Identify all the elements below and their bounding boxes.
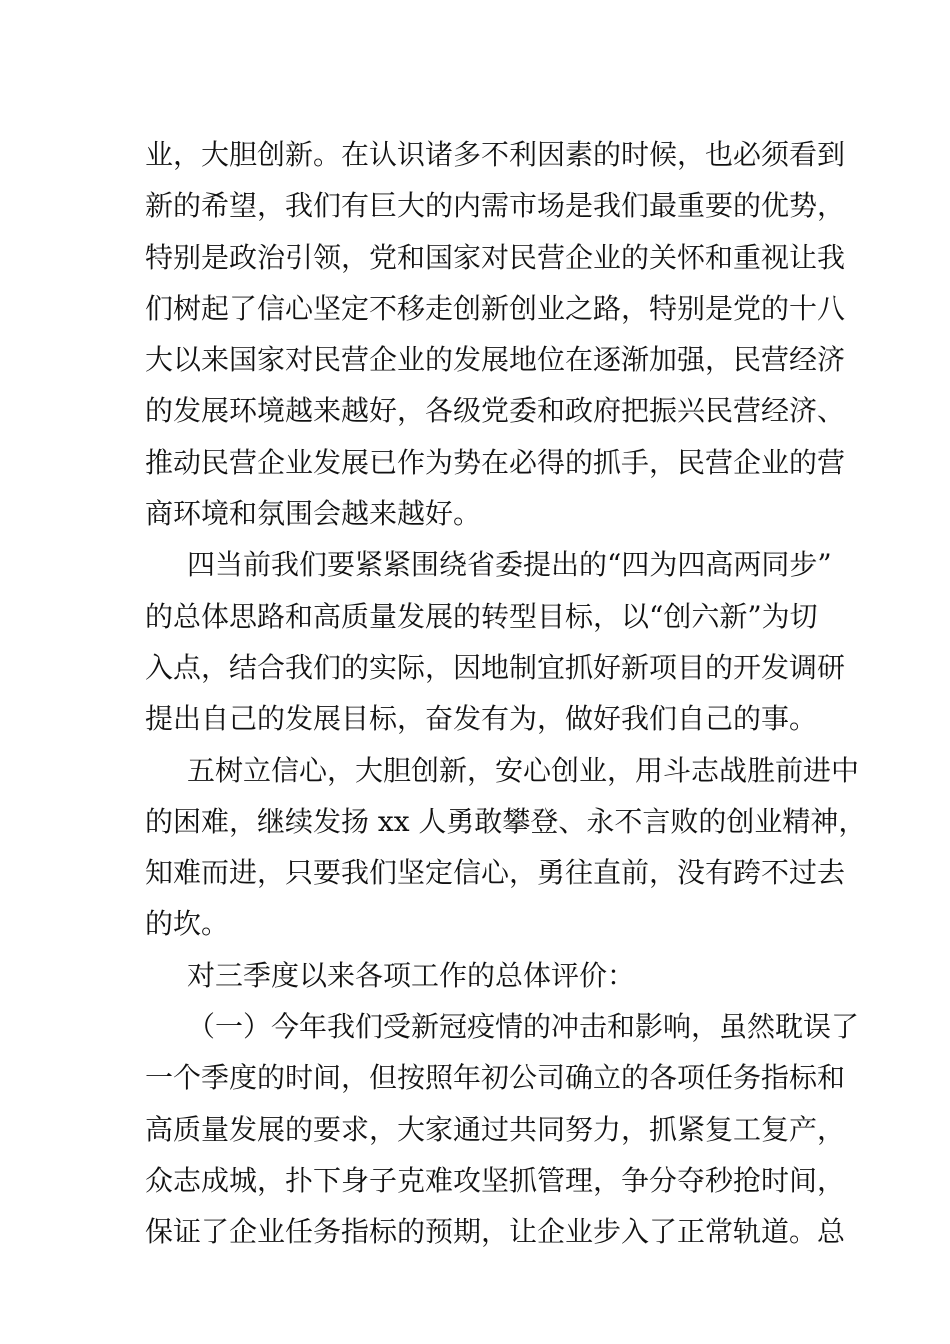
text-line: 推动民营企业发展已作为势在必得的抓手，民营企业的营 <box>145 445 846 479</box>
text-line: 对三季度以来各项工作的总体评价： <box>187 958 636 992</box>
text-line: 提出自己的发展目标，奋发有为，做好我们自己的事。 <box>145 702 818 736</box>
paragraph <box>145 950 810 1001</box>
text-line: 知难而进，只要我们坚定信心，勇往直前，没有跨不过去 <box>145 856 846 890</box>
text-line: 大以来国家对民营企业的发展地位在逐渐加强，民营经济 <box>145 343 846 377</box>
text-line: 五树立信心，大胆创新，安心创业，用斗志战胜前进中 <box>187 753 860 787</box>
text-line: （一）今年我们受新冠疫情的冲击和影响，虽然耽误了 <box>187 1010 860 1044</box>
text-line: 四当前我们要紧紧围绕省委提出的“四为四高两同步” <box>187 548 832 582</box>
text-line: 保证了企业任务指标的预期，让企业步入了正常轨道。总 <box>145 1215 846 1249</box>
text-line: 商环境和氛围会越来越好。 <box>145 497 482 531</box>
text-line: 一个季度的时间，但按照年初公司确立的各项任务指标和 <box>145 1061 846 1095</box>
text-line: 业，大胆创新。在认识诸多不利因素的时候，也必须看到 <box>145 138 846 171</box>
text-line: 的坎。 <box>145 907 230 941</box>
text-line: 众志成城，扑下身子克难攻坚抓管理，争分夺秒抢时间， <box>145 1163 846 1197</box>
text-line: 的困难，继续发扬 xx 人勇敢攀登、永不言败的创业精神， <box>145 804 867 838</box>
paragraph <box>145 1001 860 1257</box>
text-line: 特别是政治引领，党和国家对民营企业的关怀和重视让我 <box>145 240 846 274</box>
text-line: 新的希望，我们有巨大的内需市场是我们最重要的优势， <box>145 189 846 223</box>
text-line: 入点，结合我们的实际，因地制宜抓好新项目的开发调研 <box>145 650 846 684</box>
text-line: 们树起了信心坚定不移走创新创业之路，特别是党的十八 <box>145 291 846 325</box>
text-line: 的发展环境越来越好，各级党委和政府把振兴民营经济、 <box>145 394 846 428</box>
text-line: 的总体思路和高质量发展的转型目标，以“创六新”为切 <box>145 599 818 633</box>
paragraph <box>145 745 867 950</box>
document-body <box>145 129 867 1258</box>
paragraph <box>145 129 846 539</box>
paragraph <box>145 539 846 744</box>
text-line: 高质量发展的要求，大家通过共同努力，抓紧复工复产， <box>145 1112 846 1146</box>
